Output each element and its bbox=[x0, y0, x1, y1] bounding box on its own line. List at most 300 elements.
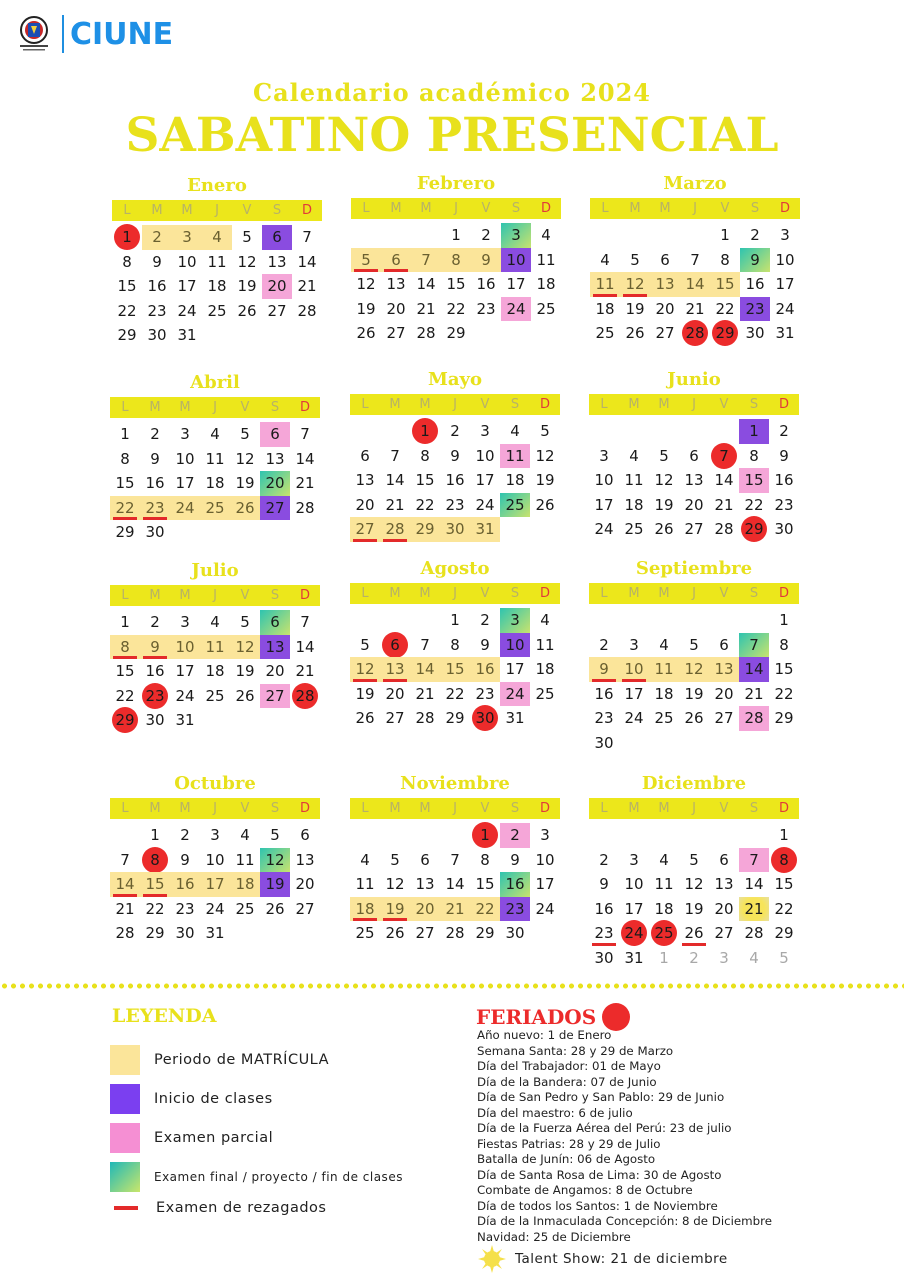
weekday-label: S bbox=[511, 201, 521, 216]
day-cell: 18 bbox=[505, 471, 525, 489]
weekday-header bbox=[589, 394, 799, 415]
weekday-label: V bbox=[719, 397, 729, 412]
day-cell: 27 bbox=[714, 709, 734, 727]
day-cell: 7 bbox=[709, 444, 739, 469]
day-cell: 10 bbox=[177, 252, 197, 271]
weekday-label: M bbox=[420, 201, 432, 216]
day-cell: 11 bbox=[205, 449, 225, 468]
empty-cell bbox=[410, 608, 440, 633]
day-cell: 13 bbox=[380, 657, 410, 682]
weekday-label: V bbox=[242, 203, 252, 218]
day-cell: 3 bbox=[172, 225, 202, 250]
day-cell: 10 bbox=[205, 850, 225, 869]
day-cell: 13 bbox=[415, 875, 435, 893]
month-febrero bbox=[351, 172, 561, 346]
day-cell: 26 bbox=[684, 709, 704, 727]
red-circle-icon bbox=[602, 1003, 630, 1031]
day-cell: 27 bbox=[267, 301, 287, 320]
legend-title: LEYENDA bbox=[112, 1005, 217, 1027]
day-cell: 24 bbox=[594, 520, 614, 538]
day-cell: 12 bbox=[356, 275, 376, 293]
weekday-header bbox=[110, 798, 320, 819]
weekday-label: L bbox=[121, 588, 129, 603]
weekday-label: J bbox=[693, 201, 697, 216]
day-cell: 8 bbox=[769, 848, 799, 873]
day-cell: 11 bbox=[355, 875, 375, 893]
day-cell: 17 bbox=[200, 872, 230, 897]
day-cell: 25 bbox=[654, 709, 674, 727]
legend-label: Examen de rezagados bbox=[156, 1200, 327, 1216]
day-cell: 28 bbox=[739, 706, 769, 731]
day-cell: 25 bbox=[500, 493, 530, 518]
day-cell: 1 bbox=[720, 226, 730, 244]
day-cell: 2 bbox=[599, 635, 609, 654]
day-grid bbox=[112, 225, 322, 348]
day-cell: 23 bbox=[500, 897, 530, 922]
day-cell: 23 bbox=[589, 921, 619, 946]
matricula-swatch bbox=[110, 1045, 140, 1075]
weekday-label: M bbox=[419, 586, 431, 601]
day-cell: 4 bbox=[540, 611, 550, 629]
weekday-label: V bbox=[719, 586, 729, 601]
day-cell: 16 bbox=[476, 275, 496, 293]
day-cell: 10 bbox=[501, 248, 531, 273]
day-grid bbox=[350, 419, 560, 542]
day-cell: 6 bbox=[300, 826, 310, 844]
day-cell: 27 bbox=[415, 924, 435, 942]
empty-cell bbox=[589, 823, 619, 848]
day-cell: 10 bbox=[619, 657, 649, 682]
day-grid bbox=[589, 608, 799, 755]
day-cell: 3 bbox=[180, 613, 190, 631]
weekday-label: S bbox=[272, 203, 282, 218]
day-cell: 24 bbox=[205, 899, 225, 918]
weekday-label: M bbox=[658, 586, 670, 601]
dotted-divider bbox=[0, 983, 904, 989]
legend-item-rezagados bbox=[110, 1200, 327, 1216]
empty-cell bbox=[351, 223, 381, 248]
day-cell: 17 bbox=[594, 495, 614, 514]
day-cell: 11 bbox=[200, 635, 230, 660]
page-title: SABATINO PRESENCIAL bbox=[125, 108, 779, 163]
day-cell: 14 bbox=[680, 272, 710, 297]
day-cell: 5 bbox=[351, 248, 381, 273]
weekday-label: M bbox=[628, 586, 640, 601]
day-cell: 23 bbox=[740, 297, 770, 322]
day-cell: 13 bbox=[386, 275, 406, 293]
day-cell: 4 bbox=[659, 635, 669, 654]
day-cell: 1 bbox=[112, 225, 142, 250]
day-cell: 7 bbox=[420, 635, 430, 654]
day-grid bbox=[351, 223, 561, 346]
month-enero bbox=[112, 174, 322, 348]
day-cell: 14 bbox=[714, 471, 734, 489]
day-cell: 9 bbox=[450, 446, 460, 465]
day-cell: 26 bbox=[237, 301, 257, 320]
empty-cell bbox=[679, 419, 709, 444]
day-cell: 30 bbox=[145, 711, 165, 729]
day-cell: 1 bbox=[150, 826, 160, 844]
day-cell: 25 bbox=[200, 496, 230, 521]
weekday-label: M bbox=[389, 586, 401, 601]
day-cell: 4 bbox=[510, 422, 520, 440]
day-cell: 4 bbox=[541, 226, 551, 244]
day-cell: 14 bbox=[297, 252, 317, 271]
day-cell: 16 bbox=[745, 275, 765, 293]
weekday-label: S bbox=[270, 400, 280, 415]
day-cell: 8 bbox=[140, 848, 170, 873]
empty-cell bbox=[110, 823, 140, 848]
day-cell: 14 bbox=[295, 449, 315, 468]
empty-cell bbox=[589, 419, 619, 444]
weekday-label: S bbox=[749, 397, 759, 412]
day-cell: 5 bbox=[630, 250, 640, 269]
day-cell: 19 bbox=[235, 662, 255, 680]
month-marzo bbox=[590, 172, 800, 346]
day-cell: 5 bbox=[240, 425, 250, 443]
day-cell: 4 bbox=[360, 850, 370, 869]
day-cell: 13 bbox=[709, 657, 739, 682]
weekday-label: L bbox=[600, 801, 608, 816]
day-cell: 27 bbox=[350, 517, 380, 542]
day-cell: 23 bbox=[774, 495, 794, 514]
weekday-label: M bbox=[628, 801, 640, 816]
day-cell: 5 bbox=[659, 446, 669, 465]
weekday-label: V bbox=[240, 400, 250, 415]
day-cell: 8 bbox=[420, 446, 430, 465]
day-cell: 27 bbox=[260, 684, 290, 709]
day-cell: 15 bbox=[475, 875, 495, 893]
day-cell: 15 bbox=[774, 875, 794, 893]
month-name: Julio bbox=[191, 560, 239, 581]
day-cell: 23 bbox=[175, 899, 195, 918]
day-cell: 29 bbox=[115, 523, 135, 541]
weekday-label: S bbox=[749, 586, 759, 601]
day-cell: 25 bbox=[595, 324, 615, 342]
day-cell: 7 bbox=[390, 446, 400, 465]
weekday-header bbox=[110, 585, 320, 606]
day-cell: 9 bbox=[140, 635, 170, 660]
weekday-label: M bbox=[149, 801, 161, 816]
day-cell: 5 bbox=[270, 826, 280, 844]
day-cell: 10 bbox=[500, 633, 530, 658]
day-cell: 24 bbox=[475, 495, 495, 514]
day-cell: 20 bbox=[265, 662, 285, 680]
feriado-item: Fiestas Patrias: 28 y 29 de Julio bbox=[477, 1136, 661, 1151]
day-cell: 20 bbox=[385, 684, 405, 703]
day-cell: 31 bbox=[175, 711, 195, 729]
next-month-day: 5 bbox=[779, 948, 789, 967]
day-cell: 24 bbox=[535, 899, 555, 918]
sun-icon bbox=[477, 1244, 507, 1274]
day-cell: 3 bbox=[540, 826, 550, 844]
day-cell: 24 bbox=[170, 496, 200, 521]
day-cell: 29 bbox=[710, 321, 740, 346]
day-grid bbox=[110, 823, 320, 946]
day-cell: 12 bbox=[385, 875, 405, 893]
empty-cell bbox=[619, 419, 649, 444]
weekday-label: S bbox=[270, 588, 280, 603]
day-cell: 6 bbox=[719, 850, 729, 869]
day-cell: 6 bbox=[420, 850, 430, 869]
empty-cell bbox=[649, 823, 679, 848]
day-cell: 26 bbox=[535, 495, 555, 514]
day-cell: 20 bbox=[410, 897, 440, 922]
weekday-label: V bbox=[240, 588, 250, 603]
day-cell: 19 bbox=[654, 495, 674, 514]
feriados-title bbox=[476, 1003, 630, 1031]
weekday-label: D bbox=[540, 201, 551, 216]
day-cell: 7 bbox=[300, 425, 310, 443]
day-cell: 9 bbox=[152, 252, 162, 271]
feriado-item: Día de todos los Santos: 1 de Noviembre bbox=[477, 1198, 718, 1213]
day-cell: 24 bbox=[177, 301, 197, 320]
weekday-label: L bbox=[361, 586, 369, 601]
day-cell: 13 bbox=[295, 850, 315, 869]
day-cell: 1 bbox=[451, 226, 461, 244]
weekday-label: S bbox=[510, 397, 520, 412]
day-cell: 21 bbox=[297, 277, 317, 295]
day-cell: 29 bbox=[445, 709, 465, 727]
day-cell: 14 bbox=[385, 471, 405, 489]
empty-cell bbox=[649, 608, 679, 633]
day-cell: 26 bbox=[355, 709, 375, 727]
day-cell: 24 bbox=[175, 686, 195, 705]
day-cell: 22 bbox=[446, 299, 466, 318]
day-cell: 1 bbox=[120, 425, 130, 443]
day-cell: 17 bbox=[624, 899, 644, 918]
feriado-item: Navidad: 25 de Diciembre bbox=[477, 1229, 631, 1244]
day-cell: 20 bbox=[386, 299, 406, 318]
day-cell: 2 bbox=[500, 823, 530, 848]
month-name: Diciembre bbox=[641, 773, 747, 794]
day-cell: 31 bbox=[470, 517, 500, 542]
empty-cell bbox=[410, 823, 440, 848]
empty-cell bbox=[679, 823, 709, 848]
day-cell: 29 bbox=[145, 924, 165, 942]
day-cell: 18 bbox=[654, 899, 674, 918]
day-cell: 22 bbox=[117, 301, 137, 320]
feriado-item: Día de la Bandera: 07 de Junio bbox=[477, 1074, 657, 1089]
day-cell: 20 bbox=[262, 274, 292, 299]
day-cell: 13 bbox=[260, 635, 290, 660]
empty-cell bbox=[350, 823, 380, 848]
month-noviembre bbox=[350, 772, 560, 946]
university-seal-icon bbox=[14, 14, 54, 54]
rezagados-line bbox=[114, 1206, 138, 1210]
talent-show-label: Talent Show: 21 de diciembre bbox=[515, 1251, 728, 1267]
day-cell: 7 bbox=[739, 633, 769, 658]
weekday-label: L bbox=[121, 400, 129, 415]
month-name: Mayo bbox=[427, 369, 483, 390]
day-cell: 7 bbox=[690, 250, 700, 269]
weekday-label: J bbox=[453, 397, 457, 412]
day-cell: 17 bbox=[175, 474, 195, 492]
weekday-label: M bbox=[419, 801, 431, 816]
day-cell: 3 bbox=[501, 223, 531, 248]
day-cell: 7 bbox=[450, 850, 460, 869]
empty-cell bbox=[590, 223, 620, 248]
weekday-label: M bbox=[628, 397, 640, 412]
day-cell: 22 bbox=[774, 684, 794, 703]
day-cell: 25 bbox=[207, 301, 227, 320]
day-cell: 22 bbox=[115, 686, 135, 705]
weekday-label: S bbox=[750, 201, 760, 216]
day-cell: 10 bbox=[175, 449, 195, 468]
day-cell: 23 bbox=[445, 495, 465, 514]
empty-cell bbox=[709, 608, 739, 633]
day-cell: 29 bbox=[117, 326, 137, 344]
day-cell: 21 bbox=[685, 299, 705, 318]
day-cell: 11 bbox=[649, 657, 679, 682]
month-octubre bbox=[110, 772, 320, 946]
day-cell: 20 bbox=[714, 684, 734, 703]
day-cell: 3 bbox=[629, 635, 639, 654]
day-cell: 12 bbox=[237, 252, 257, 271]
empty-cell bbox=[411, 223, 441, 248]
day-cell: 28 bbox=[416, 324, 436, 342]
day-cell: 15 bbox=[115, 662, 135, 680]
weekday-label: D bbox=[539, 397, 550, 412]
weekday-label: D bbox=[778, 586, 789, 601]
day-cell: 11 bbox=[535, 635, 555, 654]
day-cell: 8 bbox=[122, 252, 132, 271]
day-cell: 15 bbox=[115, 474, 135, 492]
day-cell: 30 bbox=[470, 706, 500, 731]
feriado-item: Combate de Angamos: 8 de Octubre bbox=[477, 1183, 693, 1197]
day-cell: 12 bbox=[535, 446, 555, 465]
day-cell: 8 bbox=[720, 250, 730, 269]
day-cell: 10 bbox=[535, 850, 555, 869]
logo-divider bbox=[62, 15, 64, 53]
empty-cell bbox=[381, 223, 411, 248]
weekday-label: D bbox=[299, 400, 310, 415]
logo-text: CIUNE bbox=[70, 16, 174, 52]
day-cell: 31 bbox=[624, 948, 644, 967]
weekday-label: M bbox=[181, 203, 193, 218]
day-cell: 23 bbox=[475, 684, 495, 703]
day-cell: 16 bbox=[594, 684, 614, 703]
day-cell: 6 bbox=[719, 635, 729, 654]
day-cell: 13 bbox=[267, 252, 287, 271]
weekday-label: S bbox=[510, 801, 520, 816]
weekday-label: S bbox=[510, 586, 520, 601]
day-cell: 11 bbox=[235, 850, 255, 869]
day-cell: 19 bbox=[260, 872, 290, 897]
day-cell: 5 bbox=[390, 850, 400, 869]
weekday-label: M bbox=[629, 201, 641, 216]
day-cell: 23 bbox=[476, 299, 496, 318]
weekday-label: L bbox=[600, 586, 608, 601]
empty-cell bbox=[620, 223, 650, 248]
empty-cell bbox=[380, 419, 410, 444]
weekday-label: V bbox=[240, 801, 250, 816]
month-junio bbox=[589, 368, 799, 542]
day-cell: 15 bbox=[739, 468, 769, 493]
day-cell: 20 bbox=[684, 495, 704, 514]
legend-label: Inicio de clases bbox=[154, 1091, 273, 1107]
day-cell: 26 bbox=[230, 496, 260, 521]
empty-cell bbox=[709, 823, 739, 848]
day-cell: 19 bbox=[380, 897, 410, 922]
empty-cell bbox=[739, 608, 769, 633]
empty-cell bbox=[380, 823, 410, 848]
day-cell: 21 bbox=[115, 899, 135, 918]
day-cell: 18 bbox=[624, 495, 644, 514]
feriado-item: Día del Trabajador: 01 de Mayo bbox=[477, 1059, 661, 1073]
day-cell: 30 bbox=[505, 924, 525, 942]
day-cell: 22 bbox=[470, 897, 500, 922]
weekday-label: V bbox=[481, 201, 491, 216]
day-cell: 30 bbox=[145, 523, 165, 541]
day-cell: 13 bbox=[355, 471, 375, 489]
day-cell: 1 bbox=[120, 613, 130, 631]
weekday-label: M bbox=[149, 400, 161, 415]
day-cell: 1 bbox=[739, 419, 769, 444]
weekday-label: V bbox=[720, 201, 730, 216]
day-cell: 3 bbox=[780, 226, 790, 244]
day-grid bbox=[110, 610, 320, 733]
day-cell: 7 bbox=[300, 613, 310, 631]
day-cell: 11 bbox=[590, 272, 620, 297]
weekday-label: D bbox=[778, 397, 789, 412]
empty-cell bbox=[619, 608, 649, 633]
empty-cell bbox=[709, 419, 739, 444]
day-cell: 11 bbox=[207, 252, 227, 271]
day-cell: 6 bbox=[360, 446, 370, 465]
day-cell: 16 bbox=[145, 474, 165, 492]
day-cell: 13 bbox=[714, 875, 734, 893]
day-cell: 28 bbox=[445, 924, 465, 942]
weekday-label: J bbox=[213, 588, 217, 603]
weekday-label: J bbox=[453, 586, 457, 601]
day-cell: 30 bbox=[594, 948, 614, 967]
day-cell: 21 bbox=[440, 897, 470, 922]
weekday-label: M bbox=[179, 588, 191, 603]
day-cell: 19 bbox=[684, 899, 704, 918]
day-cell: 12 bbox=[350, 657, 380, 682]
day-cell: 15 bbox=[140, 872, 170, 897]
day-cell: 11 bbox=[500, 444, 530, 469]
day-cell: 3 bbox=[210, 826, 220, 844]
day-cell: 30 bbox=[147, 326, 167, 344]
day-cell: 4 bbox=[210, 425, 220, 443]
day-cell: 30 bbox=[774, 520, 794, 538]
month-name: Noviembre bbox=[400, 773, 510, 794]
day-cell: 4 bbox=[210, 613, 220, 631]
weekday-label: D bbox=[779, 201, 790, 216]
day-grid bbox=[590, 223, 800, 346]
day-cell: 12 bbox=[235, 449, 255, 468]
day-cell: 2 bbox=[750, 226, 760, 244]
day-cell: 17 bbox=[505, 660, 525, 678]
talent-show bbox=[477, 1244, 728, 1274]
day-cell: 5 bbox=[240, 613, 250, 631]
day-cell: 27 bbox=[260, 496, 290, 521]
day-cell: 10 bbox=[624, 875, 644, 893]
empty-cell bbox=[589, 608, 619, 633]
day-cell: 16 bbox=[774, 471, 794, 489]
day-cell: 18 bbox=[205, 662, 225, 680]
month-septiembre bbox=[589, 557, 799, 755]
empty-cell bbox=[739, 823, 769, 848]
day-cell: 15 bbox=[440, 657, 470, 682]
day-cell: 15 bbox=[415, 471, 435, 489]
feriado-item: Batalla de Junín: 06 de Agosto bbox=[477, 1152, 656, 1166]
next-month-day: 2 bbox=[689, 948, 699, 967]
day-cell: 18 bbox=[230, 872, 260, 897]
month-abril bbox=[110, 371, 320, 545]
